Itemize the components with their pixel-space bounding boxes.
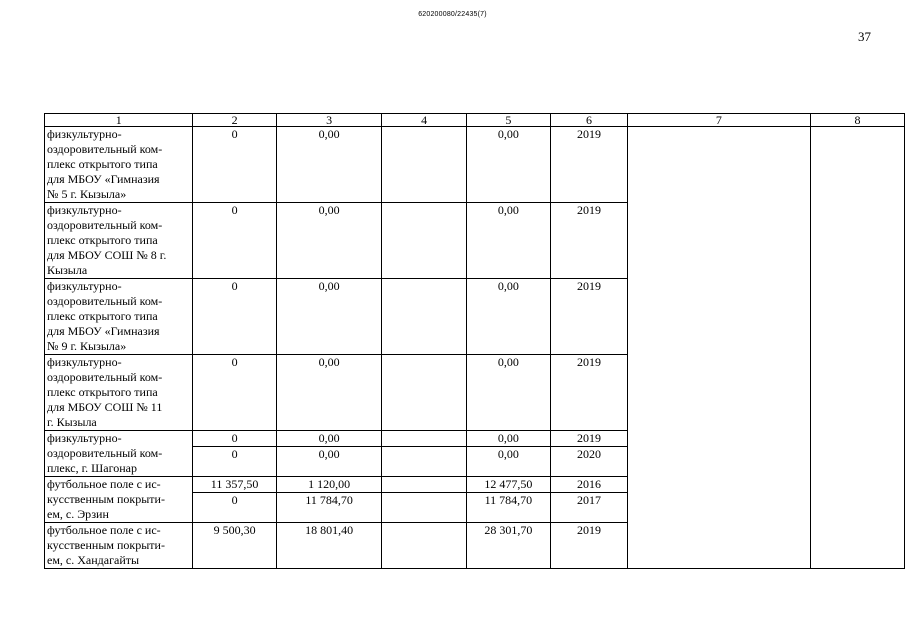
facility-name-line: плекс, г. Шагонар	[47, 461, 137, 475]
value-cell-col3	[276, 477, 382, 523]
value-cell-col4	[382, 127, 466, 203]
value-line: 0,00	[497, 127, 519, 141]
value-line: 12 477,50	[484, 477, 533, 491]
facility-name-line: плекс открытого типа	[47, 157, 158, 171]
value-cell-col2	[193, 127, 276, 203]
value-line	[382, 446, 465, 462]
facility-name-line: плекс открытого типа	[47, 309, 158, 323]
facility-name-line: физкультурно-	[47, 279, 122, 293]
column-header: 4	[382, 114, 466, 127]
value-cell-col2	[193, 431, 276, 477]
facility-name-line: Кызыла	[47, 263, 88, 277]
facility-name-line: физкультурно-	[47, 203, 122, 217]
value-line: 11 784,70	[467, 492, 550, 508]
value-cell-col6	[551, 127, 628, 203]
value-cell-col5	[466, 279, 550, 355]
table-body	[45, 114, 905, 569]
value-cell-col5	[466, 477, 550, 523]
value-line	[382, 355, 465, 370]
facility-name-cell	[45, 523, 193, 569]
value-line	[382, 477, 465, 492]
value-line: 11 784,70	[277, 492, 382, 508]
facility-name-cell	[45, 431, 193, 477]
facility-name-line: плекс открытого типа	[47, 233, 158, 247]
value-line	[382, 203, 465, 218]
facility-name-line: № 9 г. Кызыла»	[47, 339, 127, 353]
value-line	[382, 492, 465, 508]
value-line: 0,00	[277, 446, 382, 462]
value-cell-col5	[466, 203, 550, 279]
value-cell-col2	[193, 523, 276, 569]
value-line	[382, 279, 465, 294]
value-cell-col6	[551, 355, 628, 431]
value-cell-col5	[466, 127, 550, 203]
facility-name-line: оздоровительный ком-	[47, 370, 163, 384]
value-cell-col5	[466, 431, 550, 477]
value-line: 0	[231, 127, 238, 141]
page-number: 37	[858, 29, 871, 44]
value-line: 0,00	[497, 203, 519, 217]
value-line: 2019	[576, 279, 601, 293]
column-header: 1	[45, 114, 193, 127]
document-code: 620200080/22435(7)	[418, 11, 487, 18]
value-line: 11 357,50	[210, 477, 259, 491]
value-line: 2019	[576, 355, 601, 369]
value-line: 0	[231, 279, 238, 293]
facility-name-line: футбольное поле с ис-	[47, 477, 161, 491]
facility-name-line: для МБОУ СОШ № 8 г.	[47, 248, 167, 262]
value-line	[382, 431, 465, 446]
value-cell-col4	[382, 279, 466, 355]
value-cell-col2	[193, 203, 276, 279]
value-line: 2020	[551, 446, 627, 462]
value-cell-col6	[551, 523, 628, 569]
facility-name-line: ем, с. Хандагайты	[47, 553, 140, 567]
value-cell-col2	[193, 477, 276, 523]
column-header-row	[45, 114, 905, 127]
facility-name-cell	[45, 203, 193, 279]
value-line: 0,00	[497, 431, 519, 445]
value-cell-col3	[276, 431, 382, 477]
facility-name-line: кусственным покрыти-	[47, 492, 165, 506]
facility-name-cell	[45, 127, 193, 203]
value-cell-col3	[276, 203, 382, 279]
value-cell-col2	[193, 279, 276, 355]
column-header: 2	[193, 114, 276, 127]
facility-name-cell	[45, 355, 193, 431]
value-line: 0	[193, 446, 275, 462]
value-cell-col6	[551, 431, 628, 477]
value-line: 0,00	[318, 279, 340, 293]
facility-name-line: оздоровительный ком-	[47, 218, 163, 232]
facility-name-line: плекс открытого типа	[47, 385, 158, 399]
empty-merged-cell-col7	[627, 127, 810, 569]
value-line: 2019	[576, 523, 601, 537]
column-header: 3	[276, 114, 382, 127]
value-line: 0,00	[318, 431, 340, 445]
facility-name-line: для МБОУ «Гимназия	[47, 324, 160, 338]
value-cell-col6	[551, 477, 628, 523]
data-table	[44, 113, 905, 569]
facility-name-line: г. Кызыла	[47, 415, 97, 429]
facility-name-line: ем, с. Эрзин	[47, 507, 109, 521]
facility-name-line: физкультурно-	[47, 355, 122, 369]
value-cell-col5	[466, 355, 550, 431]
facility-name-line: № 5 г. Кызыла»	[47, 187, 127, 201]
value-cell-col6	[551, 279, 628, 355]
facility-name-line: кусственным покрыти-	[47, 538, 165, 552]
column-header: 8	[810, 114, 904, 127]
value-line: 28 301,70	[484, 523, 533, 537]
facility-name-line: футбольное поле с ис-	[47, 523, 161, 537]
value-line	[382, 127, 465, 142]
column-header: 7	[627, 114, 810, 127]
value-cell-col3	[276, 523, 382, 569]
value-line: 9 500,30	[213, 523, 256, 537]
facility-name-line: оздоровительный ком-	[47, 294, 163, 308]
value-cell-col4	[382, 523, 466, 569]
column-header: 6	[551, 114, 628, 127]
value-line: 0,00	[497, 355, 519, 369]
facility-name-line: для МБОУ СОШ № 11	[47, 400, 163, 414]
facility-name-line: для МБОУ «Гимназия	[47, 172, 160, 186]
facility-name-line: оздоровительный ком-	[47, 446, 163, 460]
value-cell-col4	[382, 203, 466, 279]
value-line: 0,00	[318, 127, 340, 141]
value-cell-col3	[276, 127, 382, 203]
value-cell-col6	[551, 203, 628, 279]
value-line: 0	[231, 431, 238, 445]
empty-merged-cell-col8	[810, 127, 904, 569]
value-line: 0,00	[467, 446, 550, 462]
value-cell-col4	[382, 355, 466, 431]
value-line: 2019	[576, 127, 601, 141]
value-line: 18 801,40	[305, 523, 354, 537]
value-cell-col3	[276, 279, 382, 355]
table-row	[45, 127, 905, 203]
value-line: 0,00	[318, 203, 340, 217]
value-line	[382, 523, 465, 538]
value-cell-col3	[276, 355, 382, 431]
value-line: 0,00	[318, 355, 340, 369]
value-line: 2019	[576, 431, 601, 445]
value-line: 0,00	[497, 279, 519, 293]
column-header: 5	[466, 114, 550, 127]
value-cell-col4	[382, 431, 466, 477]
value-cell-col4	[382, 477, 466, 523]
value-line: 2016	[576, 477, 601, 491]
value-line: 0	[231, 355, 238, 369]
facility-name-line: физкультурно-	[47, 127, 122, 141]
facility-name-cell	[45, 279, 193, 355]
value-line: 0	[193, 492, 275, 508]
facility-name-cell	[45, 477, 193, 523]
value-line: 1 120,00	[308, 477, 351, 491]
facility-name-line: физкультурно-	[47, 431, 122, 445]
value-cell-col5	[466, 523, 550, 569]
facility-name-line: оздоровительный ком-	[47, 142, 163, 156]
value-line: 2019	[576, 203, 601, 217]
value-line: 0	[231, 203, 238, 217]
value-cell-col2	[193, 355, 276, 431]
value-line: 2017	[551, 492, 627, 508]
